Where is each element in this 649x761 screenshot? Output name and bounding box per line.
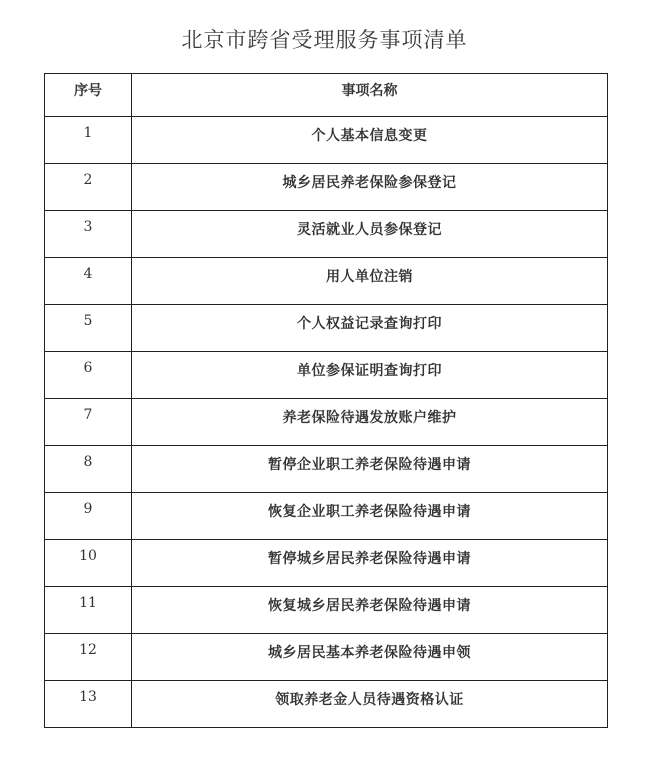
row-item-name: 单位参保证明查询打印 <box>132 352 608 399</box>
row-item-name: 灵活就业人员参保登记 <box>132 211 608 258</box>
table-row <box>45 258 608 305</box>
row-index: 10 <box>45 540 132 587</box>
row-index: 3 <box>45 211 132 258</box>
row-item-name: 恢复企业职工养老保险待遇申请 <box>132 493 608 540</box>
table-row <box>45 540 608 587</box>
row-index: 2 <box>45 164 132 211</box>
table-row <box>45 305 608 352</box>
column-header-index: 序号 <box>45 74 132 117</box>
table-row <box>45 587 608 634</box>
table-row <box>45 446 608 493</box>
row-item-name: 暂停企业职工养老保险待遇申请 <box>132 446 608 493</box>
row-item-name: 个人权益记录查询打印 <box>132 305 608 352</box>
row-index: 11 <box>45 587 132 634</box>
table-row <box>45 634 608 681</box>
table-row <box>45 681 608 728</box>
row-index: 5 <box>45 305 132 352</box>
row-index: 9 <box>45 493 132 540</box>
row-index: 13 <box>45 681 132 728</box>
row-item-name: 城乡居民养老保险参保登记 <box>132 164 608 211</box>
table-body <box>45 117 608 728</box>
table-row <box>45 399 608 446</box>
row-item-name: 领取养老金人员待遇资格认证 <box>132 681 608 728</box>
column-header-item-name: 事项名称 <box>132 74 608 117</box>
row-item-name: 恢复城乡居民养老保险待遇申请 <box>132 587 608 634</box>
row-item-name: 养老保险待遇发放账户维护 <box>132 399 608 446</box>
row-index: 4 <box>45 258 132 305</box>
table-header-row <box>45 74 608 117</box>
row-index: 8 <box>45 446 132 493</box>
table-row <box>45 164 608 211</box>
table-row <box>45 352 608 399</box>
row-index: 7 <box>45 399 132 446</box>
table-row <box>45 117 608 164</box>
table-row <box>45 211 608 258</box>
page-title: 北京市跨省受理服务事项清单 <box>181 28 468 52</box>
row-item-name: 个人基本信息变更 <box>132 117 608 164</box>
row-index: 1 <box>45 117 132 164</box>
row-item-name: 暂停城乡居民养老保险待遇申请 <box>132 540 608 587</box>
table-row <box>45 493 608 540</box>
row-item-name: 用人单位注销 <box>132 258 608 305</box>
row-item-name: 城乡居民基本养老保险待遇申领 <box>132 634 608 681</box>
row-index: 12 <box>45 634 132 681</box>
service-items-table <box>44 73 608 728</box>
row-index: 6 <box>45 352 132 399</box>
